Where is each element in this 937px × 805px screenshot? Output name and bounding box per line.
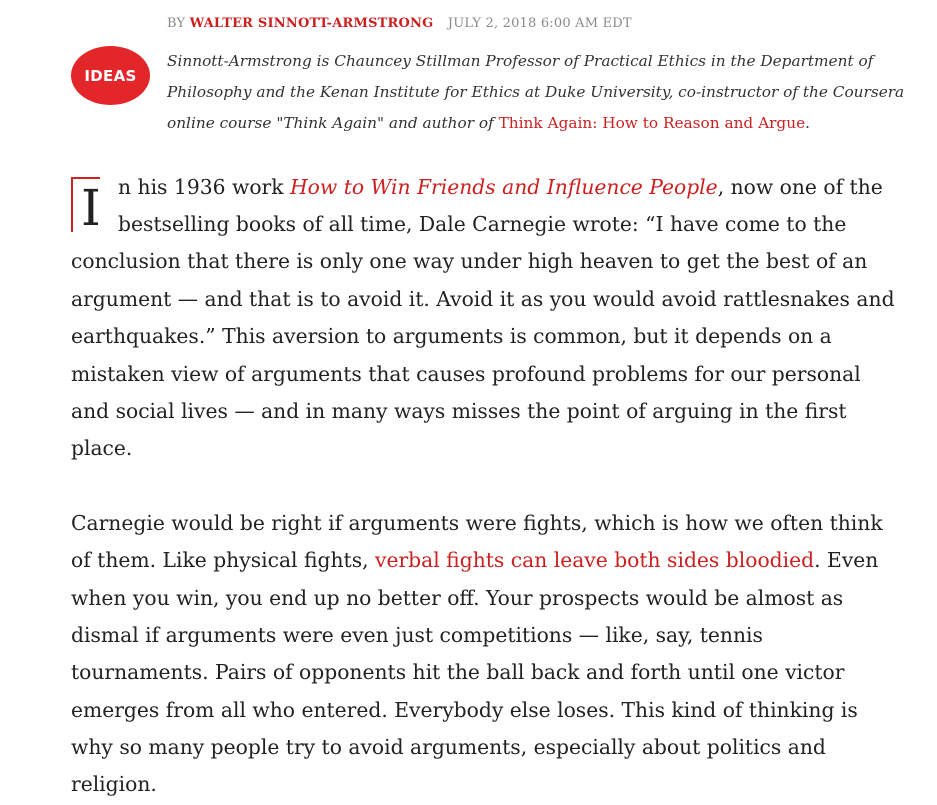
- book-title-link[interactable]: How to Win Friends and Influence People: [289, 175, 718, 199]
- paragraph-line: [118, 175, 883, 199]
- bio-text: online course "Think Again" and author of: [167, 114, 499, 132]
- publish-date: JULY 2, 2018 6:00 AM EDT: [447, 16, 632, 31]
- ideas-section-badge[interactable]: IDEAS: [71, 46, 150, 105]
- dropcap-letter: I: [81, 179, 101, 237]
- paragraph-line: place.: [71, 436, 133, 460]
- paragraph-2-line: dismal if arguments were even just competitions — like, say, tennis: [71, 623, 763, 647]
- paragraph-line: conclusion that there is only one way under high heaven to get the best of an: [71, 249, 868, 273]
- bio-line: Sinnott-Armstrong is Chauncey Stillman Professor of Practical Ethics in the Department of: [167, 52, 874, 70]
- paragraph-line: and social lives — and in many ways misses the point of arguing in the first: [71, 399, 847, 423]
- bio-line: Philosophy and the Kenan Institute for Ethics at Duke University, co-instructor of the Coursera: [167, 83, 905, 101]
- bio-line: [167, 108, 927, 139]
- paragraph-line: mistaken view of arguments that causes profound problems for our personal: [71, 362, 861, 386]
- text: , now one of the: [717, 175, 883, 199]
- text: of them. Like physical fights,: [71, 548, 376, 572]
- author-bio: [167, 46, 927, 139]
- paragraph-2-line: Carnegie would be right if arguments were fights, which is how we often think: [71, 511, 883, 535]
- bloodied-link[interactable]: verbal fights can leave both sides bloodied: [375, 548, 815, 572]
- text: . Even: [814, 548, 879, 572]
- byline: [167, 16, 632, 31]
- paragraph-2-line: why so many people try to avoid arguments, especially about politics and: [71, 735, 826, 759]
- paragraph-line: earthquakes.” This aversion to arguments is common, but it depends on a: [71, 324, 832, 348]
- book-link[interactable]: Think Again: How to Reason and Argue: [498, 114, 806, 132]
- dropcap-frame: [71, 177, 101, 237]
- bio-text: .: [805, 114, 811, 132]
- text: n his 1936 work: [118, 175, 290, 199]
- paragraph-2-line: [71, 548, 878, 572]
- byline-by: BY: [167, 16, 186, 31]
- paragraph-2-line: emerges from all who entered. Everybody else loses. This kind of thinking is: [71, 698, 858, 722]
- author-link[interactable]: WALTER SINNOTT-ARMSTRONG: [189, 16, 434, 31]
- paragraph-line: argument — and that is to avoid it. Avoid it as you would avoid rattlesnakes and: [71, 287, 895, 311]
- paragraph-2-line: tournaments. Pairs of opponents hit the ball back and forth until one victor: [71, 660, 845, 684]
- paragraph-2-line: when you win, you end up no better off. Your prospects would be almost as: [71, 586, 844, 610]
- paragraph-line: bestselling books of all time, Dale Carnegie wrote: “I have come to the: [118, 212, 847, 236]
- paragraph-2-line: religion.: [71, 772, 157, 796]
